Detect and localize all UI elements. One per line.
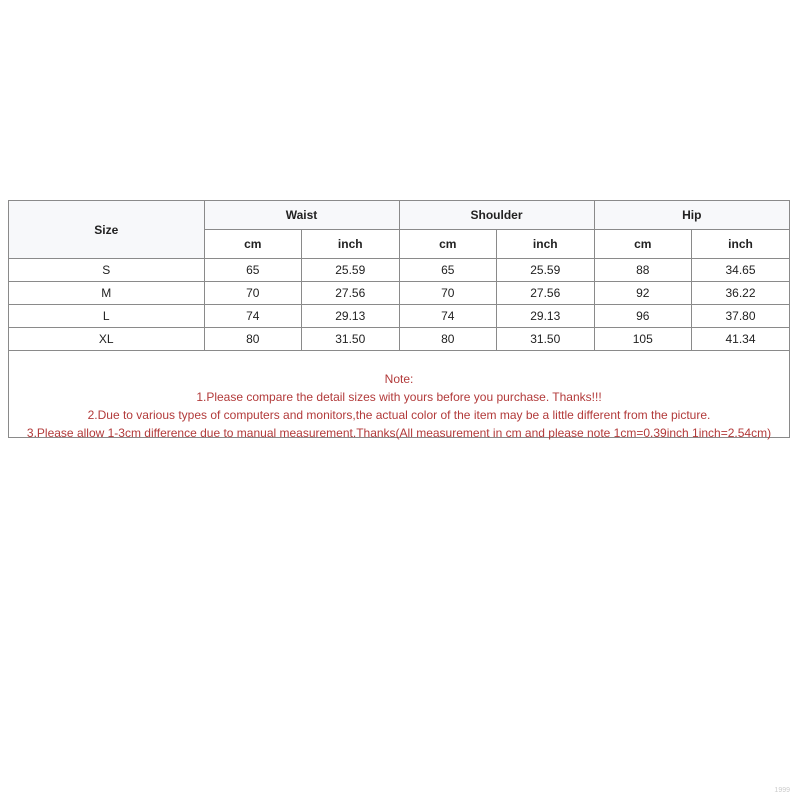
table-cell: 41.34 <box>692 328 790 351</box>
notes-section <box>9 351 789 442</box>
table-cell: 92 <box>594 282 692 305</box>
table-cell: 31.50 <box>302 328 400 351</box>
note-line: 2.Due to various types of computers and monitors,the actual color of the item may be a little different from the picture. <box>87 408 711 422</box>
table-cell: 70 <box>204 282 302 305</box>
waist-header: Waist <box>204 201 399 230</box>
note-line: 1.Please compare the detail sizes with yours before you purchase. Thanks!!! <box>196 390 602 404</box>
table-cell: 65 <box>399 259 497 282</box>
table-cell: 74 <box>399 305 497 328</box>
size-column-header: Size <box>9 201 204 259</box>
group-header-row <box>9 201 789 230</box>
table-cell: 25.59 <box>497 259 595 282</box>
size-label: S <box>9 259 204 282</box>
unit-header: inch <box>497 230 595 259</box>
hip-header: Hip <box>594 201 789 230</box>
table-row <box>9 282 789 305</box>
unit-header: inch <box>302 230 400 259</box>
watermark: 1999 <box>774 787 790 794</box>
size-table <box>9 201 789 351</box>
table-cell: 80 <box>204 328 302 351</box>
table-row <box>9 328 789 351</box>
table-cell: 36.22 <box>692 282 790 305</box>
notes-title: Note: <box>384 372 414 386</box>
table-cell: 96 <box>594 305 692 328</box>
table-row <box>9 305 789 328</box>
table-cell: 27.56 <box>302 282 400 305</box>
table-cell: 74 <box>204 305 302 328</box>
table-cell: 105 <box>594 328 692 351</box>
table-cell: 31.50 <box>497 328 595 351</box>
table-cell: 27.56 <box>497 282 595 305</box>
size-label: M <box>9 282 204 305</box>
unit-header: inch <box>692 230 790 259</box>
table-cell: 29.13 <box>497 305 595 328</box>
note-line: 3.Please allow 1-3cm difference due to manual measurement.Thanks(All measurement in cm and please note 1cm=0.39inch 1inch=2.54cm) <box>26 426 772 440</box>
table-cell: 29.13 <box>302 305 400 328</box>
table-cell: 37.80 <box>692 305 790 328</box>
table-cell: 88 <box>594 259 692 282</box>
table-cell: 70 <box>399 282 497 305</box>
size-label: XL <box>9 328 204 351</box>
unit-header: cm <box>204 230 302 259</box>
table-cell: 80 <box>399 328 497 351</box>
size-label: L <box>9 305 204 328</box>
table-cell: 65 <box>204 259 302 282</box>
table-cell: 34.65 <box>692 259 790 282</box>
shoulder-header: Shoulder <box>399 201 594 230</box>
table-cell: 25.59 <box>302 259 400 282</box>
unit-header: cm <box>594 230 692 259</box>
unit-header: cm <box>399 230 497 259</box>
table-row <box>9 259 789 282</box>
size-chart <box>8 200 790 438</box>
